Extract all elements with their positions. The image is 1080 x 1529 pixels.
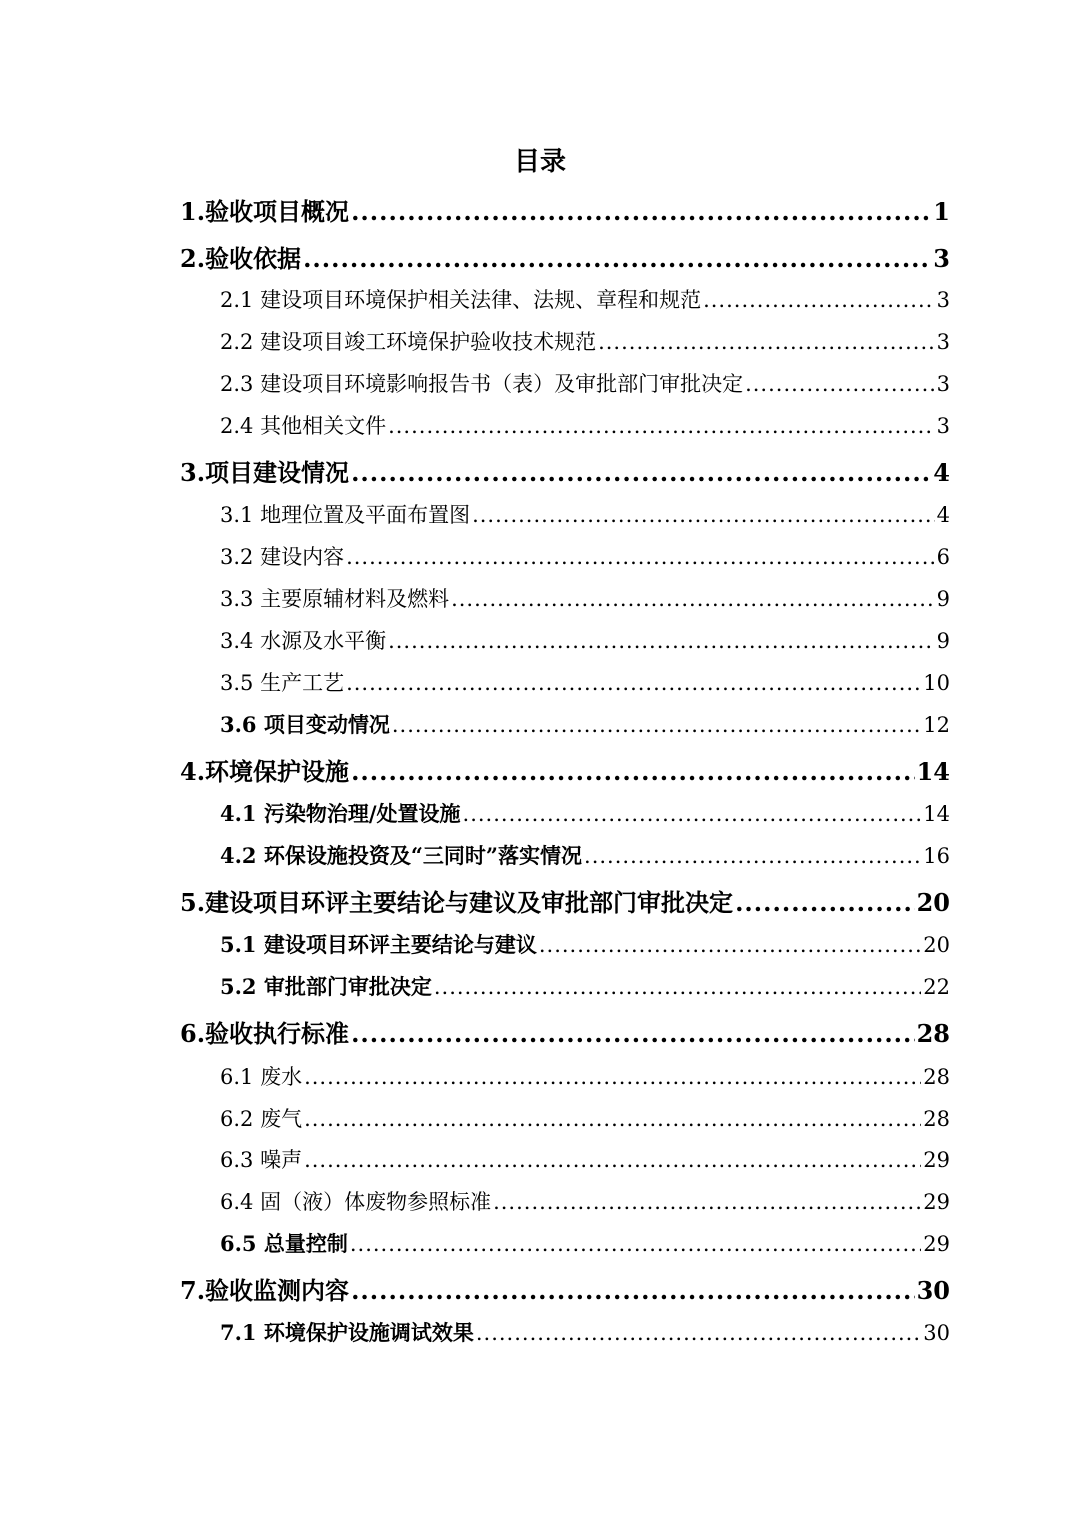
toc-entry-label: 6.1 废水 [220, 1065, 303, 1089]
toc-entry-page-number: 30 [923, 1321, 950, 1345]
toc-entry-label: 5.2 审批部门审批决定 [220, 974, 432, 999]
toc-entry[interactable] [180, 453, 950, 493]
toc-entry-label: 3.4 水源及水平衡 [220, 629, 387, 653]
toc-entry-label: 5.1 建设项目环评主要结论与建议 [220, 932, 537, 957]
toc-entry-page-number: 28 [923, 1065, 950, 1089]
toc-entry-page-number: 14 [916, 757, 950, 786]
toc-entry-label: 7.验收监测内容 [180, 1276, 350, 1305]
dot-leader [346, 540, 935, 574]
dot-leader [351, 752, 915, 792]
dot-leader [703, 283, 935, 317]
toc-entry[interactable] [220, 498, 950, 532]
dot-leader [598, 325, 935, 359]
toc-entry-label: 2.3 建设项目环境影响报告书（表）及审批部门审批决定 [220, 372, 744, 396]
toc-entry-label: 2.验收依据 [180, 244, 302, 273]
toc-entry[interactable] [220, 540, 950, 574]
dot-leader [351, 192, 931, 232]
dot-leader [476, 1316, 921, 1350]
toc-entry[interactable] [220, 1316, 950, 1350]
toc-entry-label: 2.4 其他相关文件 [220, 414, 387, 438]
toc-entry-label: 4.环境保护设施 [180, 757, 350, 786]
toc-entry[interactable] [180, 752, 950, 792]
toc-entry[interactable] [180, 1014, 950, 1054]
dot-leader [451, 582, 935, 616]
toc-entry-label: 3.2 建设内容 [220, 545, 345, 569]
dot-leader [350, 1227, 921, 1261]
dot-leader [351, 1014, 915, 1054]
toc-entry[interactable] [220, 1227, 950, 1261]
dot-leader [392, 708, 921, 742]
toc-entry-page-number: 22 [923, 975, 950, 999]
toc-entry[interactable] [220, 708, 950, 742]
toc-entry[interactable] [220, 325, 950, 359]
toc-entry-label: 6.4 固（液）体废物参照标准 [220, 1190, 492, 1214]
dot-leader [493, 1185, 921, 1219]
toc-entry-page-number: 12 [923, 713, 950, 737]
toc-entry-label: 7.1 环境保护设施调试效果 [220, 1320, 474, 1345]
toc-entry-page-number: 29 [923, 1232, 950, 1256]
toc-entry[interactable] [220, 283, 950, 317]
toc-entry-page-number: 3 [936, 288, 950, 312]
toc-entry-label: 3.5 生产工艺 [220, 671, 345, 695]
toc-entry[interactable] [220, 1060, 950, 1094]
toc-entry-label: 1.验收项目概况 [180, 197, 350, 226]
dot-leader [351, 453, 931, 493]
dot-leader [346, 666, 921, 700]
toc-entry[interactable] [220, 1102, 950, 1136]
toc-entry[interactable] [180, 239, 950, 279]
toc-entry-page-number: 4 [936, 503, 950, 527]
toc-entry[interactable] [220, 409, 950, 443]
toc-entry[interactable] [220, 582, 950, 616]
dot-leader [388, 409, 935, 443]
toc-entry-page-number: 9 [936, 587, 950, 611]
toc-entry-page-number: 3 [936, 330, 950, 354]
dot-leader [304, 1143, 921, 1177]
toc-entry-page-number: 29 [923, 1190, 950, 1214]
toc-entry[interactable] [220, 666, 950, 700]
toc-entry-page-number: 9 [936, 629, 950, 653]
toc-entry-page-number: 20 [923, 933, 950, 957]
dot-leader [388, 624, 935, 658]
dot-leader [434, 970, 921, 1004]
toc-entry[interactable] [220, 1185, 950, 1219]
toc-entry-page-number: 29 [923, 1148, 950, 1172]
toc-entry[interactable] [220, 1143, 950, 1177]
toc-entry-label: 3.项目建设情况 [180, 458, 350, 487]
toc-entry-page-number: 6 [936, 545, 950, 569]
dot-leader [735, 883, 915, 923]
dot-leader [304, 1060, 921, 1094]
toc-entry-page-number: 14 [923, 802, 950, 826]
toc-entry-label: 5.建设项目环评主要结论与建议及审批部门审批决定 [180, 888, 734, 917]
toc-entry-page-number: 28 [923, 1107, 950, 1131]
toc-entry[interactable] [220, 624, 950, 658]
toc-entry-page-number: 28 [916, 1019, 950, 1048]
dot-leader [303, 239, 931, 279]
dot-leader [304, 1102, 921, 1136]
dot-leader [539, 928, 921, 962]
toc-entry-page-number: 20 [916, 888, 950, 917]
toc-entry-label: 3.3 主要原辅材料及燃料 [220, 587, 450, 611]
toc-entry[interactable] [180, 192, 950, 232]
toc-entry-label: 4.2 环保设施投资及“三同时”落实情况 [220, 843, 583, 868]
toc-entry[interactable] [180, 883, 950, 923]
dot-leader [472, 498, 935, 532]
toc-entry-page-number: 1 [933, 197, 950, 226]
toc-entry[interactable] [180, 1271, 950, 1311]
toc-entry[interactable] [220, 797, 950, 831]
dot-leader [745, 367, 935, 401]
toc-entry[interactable] [220, 928, 950, 962]
toc-entry[interactable] [220, 970, 950, 1004]
toc-entry-label: 4.1 污染物治理/处置设施 [220, 801, 461, 826]
toc-entry-label: 6.5 总量控制 [220, 1231, 348, 1256]
toc-entry-page-number: 4 [933, 458, 950, 487]
dot-leader [351, 1271, 915, 1311]
toc-title: 目录 [513, 147, 566, 177]
dot-leader [463, 797, 922, 831]
toc-entry-label: 2.2 建设项目竣工环境保护验收技术规范 [220, 330, 597, 354]
toc-entry-label: 3.6 项目变动情况 [220, 712, 390, 737]
toc-entry-label: 6.验收执行标准 [180, 1019, 350, 1048]
toc-entry-label: 6.2 废气 [220, 1107, 303, 1131]
dot-leader [584, 839, 921, 873]
toc-entry-page-number: 3 [933, 244, 950, 273]
toc-entry-page-number: 10 [923, 671, 950, 695]
toc-entry-label: 3.1 地理位置及平面布置图 [220, 503, 471, 527]
toc-entry-label: 6.3 噪声 [220, 1148, 303, 1172]
toc-entry-page-number: 3 [936, 372, 950, 396]
toc-entry-page-number: 16 [923, 844, 950, 868]
toc-entry-page-number: 3 [936, 414, 950, 438]
toc-entry[interactable] [220, 839, 950, 873]
toc-entry-label: 2.1 建设项目环境保护相关法律、法规、章程和规范 [220, 288, 702, 312]
toc-entry[interactable] [220, 367, 950, 401]
toc-entry-page-number: 30 [916, 1276, 950, 1305]
